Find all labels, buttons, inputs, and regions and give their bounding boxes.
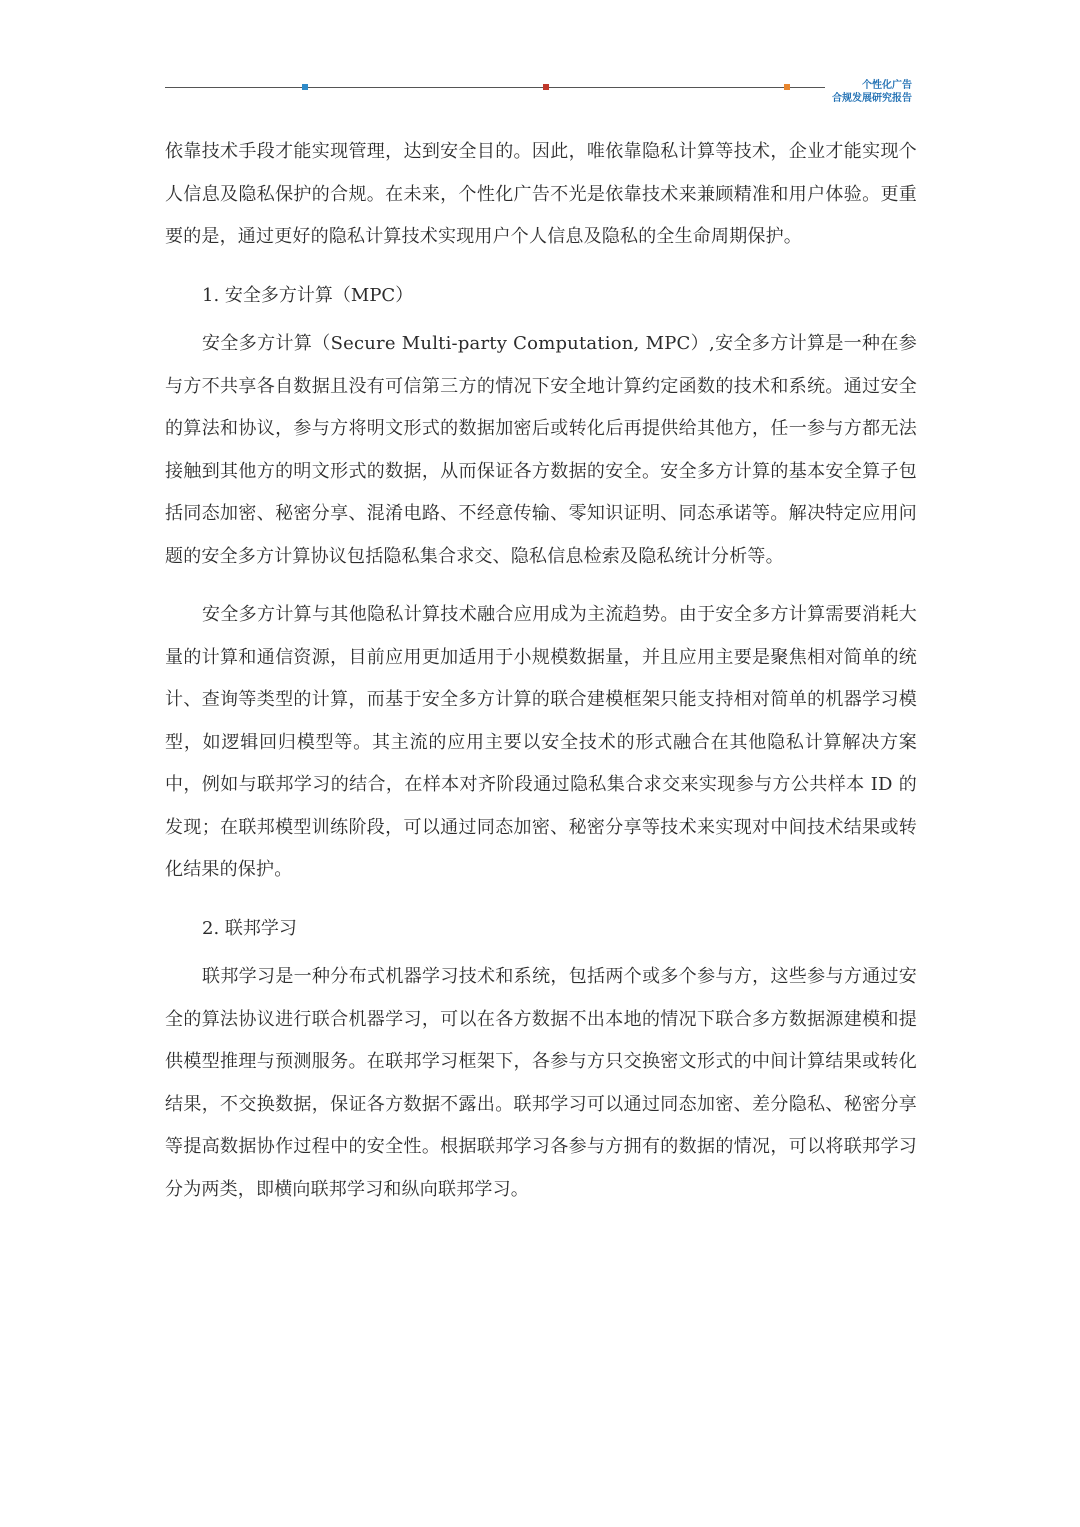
header-marker-blue — [302, 84, 308, 90]
report-title-line2: 合规发展研究报告 — [832, 93, 912, 104]
header-rule — [165, 87, 825, 88]
report-title-line1: 个性化广告 — [862, 80, 912, 91]
report-title — [832, 79, 912, 105]
mpc-paragraph-2: 安全多方计算与其他隐私计算技术融合应用成为主流趋势。由于安全多方计算需要消耗大量的计算和通信资源，目前应用更加适用于小规模数据量，并且应用主要是聚焦相对简单的统计、查询等类型的计算，而基于安全多方计算的联合建模框架只能支持相对简单的机器学习模型，如逻辑回归模型等。其主流的应用主要以安全技术的形式融合在其他隐私计算解决方案中，例如与联邦学习的结合，在样本对齐阶段通过隐私集合求交来实现参与方公共样本 ID 的发现；在联邦模型训练阶段，可以通过同态加密、秘密分享等技术来实现对中间技术结果或转化结果的保护。 — [165, 604, 917, 880]
section-heading-mpc: 1. 安全多方计算（MPC） — [202, 284, 414, 306]
mpc-paragraph-1: 安全多方计算（Secure Multi-party Computation, MPC）,安全多方计算是一种在参与方不共享各自数据且没有可信第三方的情况下安全地计算约定函数的技术和系统。通过安全的算法和协议，参与方将明文形式的数据加密后或转化后再提供给其他方，任一参与方都无法接触到其他方的明文形式的数据，从而保证各方数据的安全。安全多方计算的基本安全算子包括同态加密、秘密分享、混淆电路、不经意传输、零知识证明、同态承诺等。解决特定应用问题的安全多方计算协议包括隐私集合求交、隐私信息检索及隐私统计分析等。 — [165, 333, 917, 567]
section-heading-federated-learning: 2. 联邦学习 — [202, 917, 297, 939]
header-marker-red — [543, 84, 549, 90]
document-body — [165, 131, 917, 1211]
federated-learning-paragraph: 联邦学习是一种分布式机器学习技术和系统，包括两个或多个参与方，这些参与方通过安全的算法协议进行联合机器学习，可以在各方数据不出本地的情况下联合多方数据源建模和提供模型推理与预测服务。在联邦学习框架下，各参与方只交换密文形式的中间计算结果或转化结果，不交换数据，保证各方数据不露出。联邦学习可以通过同态加密、差分隐私、秘密分享等提高数据协作过程中的安全性。根据联邦学习各参与方拥有的数据的情况，可以将联邦学习分为两类，即横向联邦学习和纵向联邦学习。 — [165, 966, 917, 1200]
intro-paragraph: 依靠技术手段才能实现管理，达到安全目的。因此，唯依靠隐私计算等技术，企业才能实现个人信息及隐私保护的合规。在未来，个性化广告不光是依靠技术来兼顾精准和用户体验。更重要的是，通过更好的隐私计算技术实现用户个人信息及隐私的全生命周期保护。 — [165, 141, 917, 247]
page-header — [0, 0, 1080, 120]
header-marker-orange — [784, 84, 790, 90]
